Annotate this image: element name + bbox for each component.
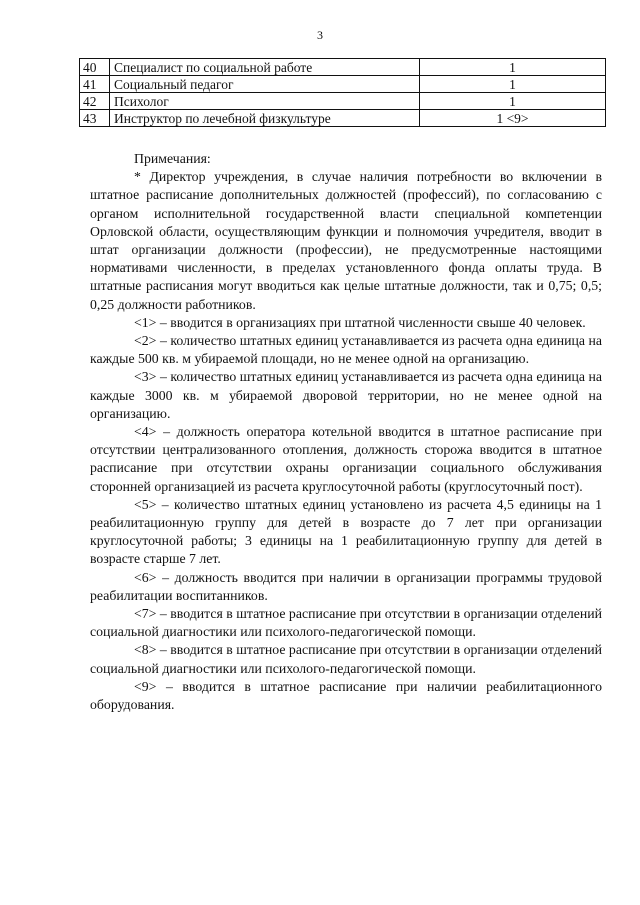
position-title: Инструктор по лечебной физкультуре [110,110,420,127]
note-5: <5> – количество штатных единиц установлено из расчета 4,5 единицы на 1 реабилитационную группу для детей в возрасте до 7 лет при организации круглосуточной работы; 3 единицы на 1 реабилитационную группу для детей в возрасте старше 7 лет. [90,496,602,567]
position-title: Социальный педагог [110,76,420,93]
notes-section [90,150,602,714]
note-9: <9> – вводится в штатное расписание при наличии реабилитационного оборудования. [90,678,602,713]
position-quantity: 1 [420,59,606,76]
table-row [80,93,606,110]
table-row [80,59,606,76]
position-title: Специалист по социальной работе [110,59,420,76]
position-quantity: 1 <9> [420,110,606,127]
note-7: <7> – вводится в штатное расписание при отсутствии в организации отделений социальной диагностики или психолого-педагогической помощи. [90,606,602,640]
page-number: 3 [317,28,323,42]
note-1: <1> – вводится в организациях при штатной численности свыше 40 человек. [134,314,586,330]
position-quantity: 1 [420,76,606,93]
position-quantity: 1 [420,93,606,110]
note-4: <4> – должность оператора котельной вводится в штатное расписание при отсутствии централизованного отопления, должность сторожа вводится в штатное расписание при отсутствии охраны организации социального обслуживания сторонней организацией из расчета круглосуточной работы (круглосуточный пост). [90,424,602,494]
table-row [80,110,606,127]
note-6: <6> – должность вводится при наличии в организации программы трудовой реабилитации воспитанников. [90,569,602,603]
position-title: Психолог [110,93,420,110]
note-2: <2> – количество штатных единиц устанавливается из расчета одна единица на каждые 500 кв. м убираемой площади, но не менее одной на организацию. [90,333,602,367]
notes-heading: Примечания: [134,151,211,166]
row-number: 41 [80,76,110,93]
staffing-table [79,58,606,127]
row-number: 42 [80,93,110,110]
note-3: <3> – количество штатных единиц устанавливается из расчета одна единица на каждые 3000 кв. м убираемой дворовой территории, но не менее одной на организацию. [90,369,602,421]
row-number: 40 [80,59,110,76]
note-general: * Директор учреждения, в случае наличия потребности во включении в штатное расписание дополнительных должностей (профессий), по согласованию с органом исполнительной государственной власти специальной компетенции Орловской области, осуществляющим функции и полномочия учредителя, вводит в штат организации должности (профессии), не предусмотренные настоящими нормативами численности, в пределах установленного фонда оплаты труда. В штатные расписания могут вводиться как целые штатные должности, так и 0,75; 0,5; 0,25 должности работников. [90,169,602,312]
note-8: <8> – вводится в штатное расписание при отсутствии в организации отделений социальной диагностики или психолого-педагогической помощи. [90,642,602,676]
table-row [80,76,606,93]
row-number: 43 [80,110,110,127]
